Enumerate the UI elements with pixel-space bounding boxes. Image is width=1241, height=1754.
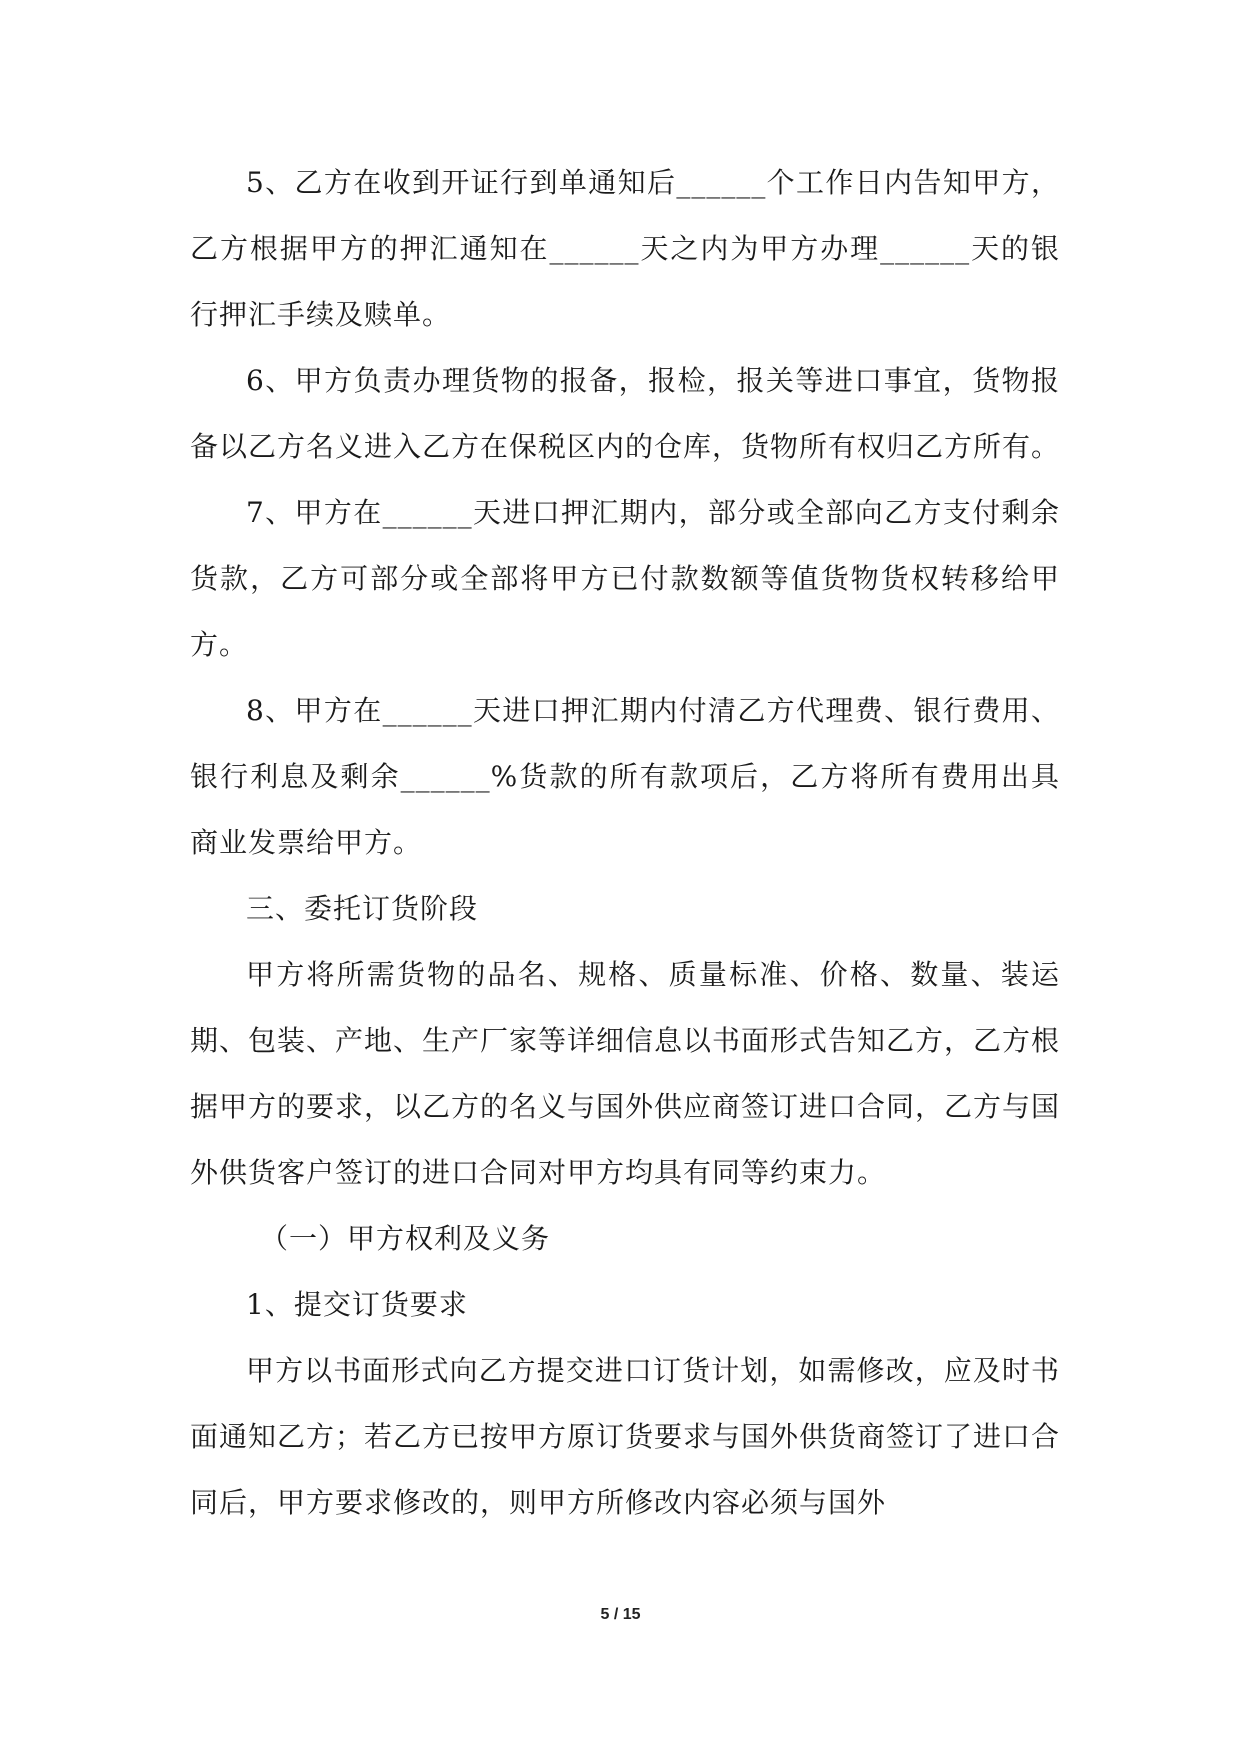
clause-6-paragraph: 6、甲方负责办理货物的报备，报检，报关等进口事宜，货物报备以乙方名义进入乙方在保税区内的仓库，货物所有权归乙方所有。 (190, 364, 1061, 463)
clause-7-paragraph: 7、甲方在______天进口押汇期内，部分或全部向乙方支付剩余货款，乙方可部分或全部将甲方已付款数额等值货物货权转移给甲方。 (190, 496, 1060, 661)
item-1-paragraph: 甲方以书面形式向乙方提交进口订货计划，如需修改，应及时书面通知乙方；若乙方已按甲方原订货要求与国外供货商签订了进口合同后，甲方要求修改的，则甲方所修改内容必须与国外 (190, 1354, 1061, 1519)
section-3-paragraph: 甲方将所需货物的品名、规格、质量标准、价格、数量、装运期、包装、产地、生产厂家等详细信息以书面形式告知乙方，乙方根据甲方的要求，以乙方的名义与国外供应商签订进口合同，乙方与国外供货客户签订的进口合同对甲方均具有同等约束力。 (190, 958, 1061, 1189)
document-body (190, 150, 1060, 1536)
page-number: 5 / 15 (600, 1606, 641, 1623)
clause-8-paragraph: 8、甲方在______天进口押汇期内付清乙方代理费、银行费用、银行利息及剩余______%货款的所有款项后，乙方将所有费用出具商业发票给甲方。 (190, 694, 1060, 859)
section-3-heading: 三、委托订货阶段 (246, 892, 479, 925)
subsection-1-heading: （一）甲方权利及义务 (260, 1222, 551, 1255)
item-1-heading: 1、提交订货要求 (246, 1288, 468, 1321)
clause-5-paragraph: 5、乙方在收到开证行到单通知后______个工作日内告知甲方，乙方根据甲方的押汇通知在______天之内为甲方办理______天的银行押汇手续及赎单。 (190, 166, 1060, 331)
